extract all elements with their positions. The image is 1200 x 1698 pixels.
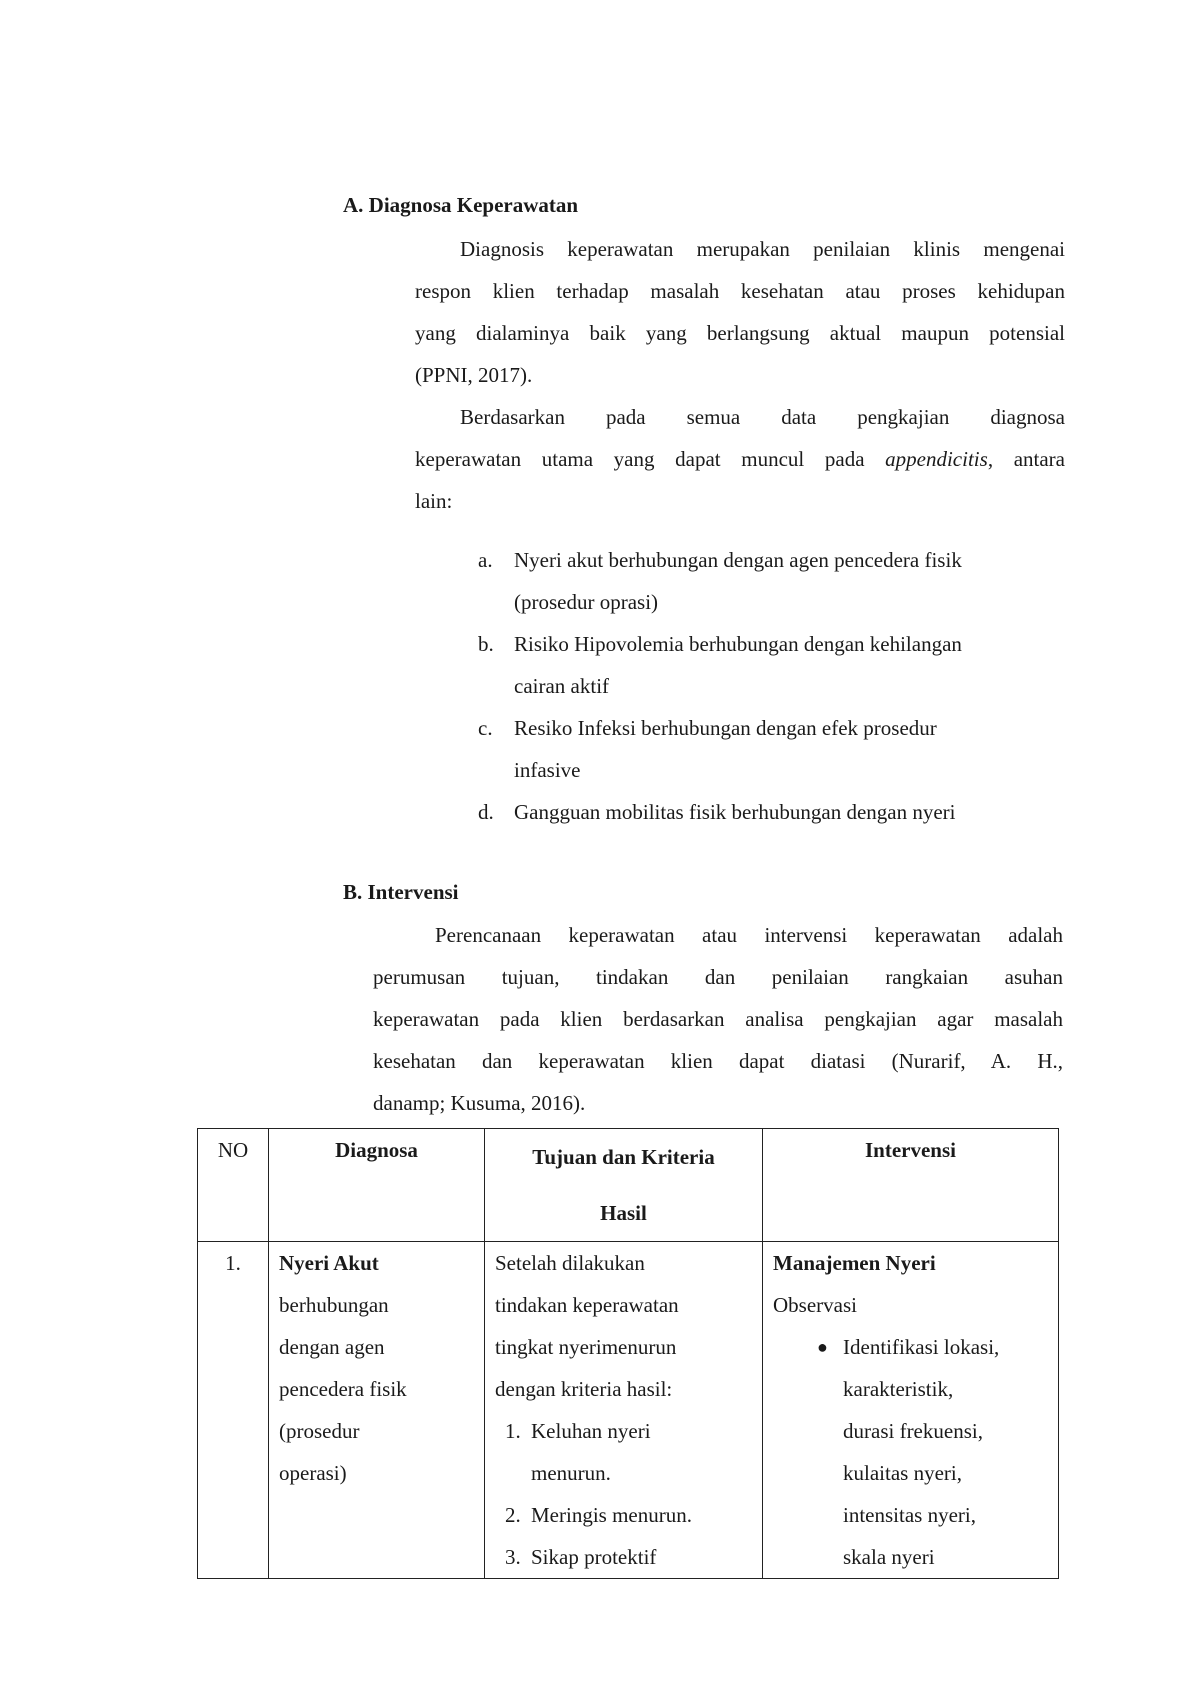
paragraph-line: danamp; Kusuma, 2016). <box>373 1091 586 1115</box>
section-a-heading: A. Diagnosa Keperawatan <box>343 193 579 217</box>
diagnosa-line: operasi) <box>279 1461 347 1485</box>
diagnosa-line: (prosedur <box>279 1419 360 1443</box>
kriteria-line: Sikap protektif <box>531 1545 657 1569</box>
paragraph-line: Perencanaan keperawatan atau intervensi keperawatan adalah <box>435 923 1063 947</box>
diagnosis-list <box>478 539 1058 833</box>
list-marker: b. <box>478 632 494 656</box>
kriteria-item <box>495 1536 752 1578</box>
list-marker: a. <box>478 548 493 572</box>
kriteria-number: 2. <box>505 1503 521 1527</box>
italic-term: appendicitis <box>885 447 988 471</box>
list-marker: d. <box>478 800 494 824</box>
cell-diagnosa <box>269 1242 485 1579</box>
tujuan-line: dengan kriteria hasil: <box>495 1377 673 1401</box>
kriteria-item <box>495 1494 752 1536</box>
paragraph-line: kesehatan dan keperawatan klien dapat diatasi (Nurarif, A. H., <box>373 1049 1063 1073</box>
cell-tujuan <box>485 1242 763 1579</box>
list-item-line: (prosedur oprasi) <box>514 590 659 614</box>
intervensi-line: intensitas nyeri, <box>843 1503 976 1527</box>
list-item <box>478 791 1058 833</box>
intervensi-title: Manajemen Nyeri <box>773 1251 936 1275</box>
list-item-line: cairan aktif <box>514 674 610 698</box>
section-a-paragraph-2 <box>415 396 1065 522</box>
section-b-heading: B. Intervensi <box>343 880 459 904</box>
header-diagnosa: Diagnosa <box>269 1129 485 1242</box>
paragraph-line: lain: <box>415 489 453 513</box>
bullet-icon: ● <box>817 1337 828 1357</box>
section-b-paragraph <box>373 914 1063 1124</box>
table-row <box>198 1242 1059 1579</box>
header-intervensi: Intervensi <box>763 1129 1059 1242</box>
list-item <box>478 707 1058 791</box>
diagnosa-line: berhubungan <box>279 1293 389 1317</box>
intervensi-bullet-item <box>773 1326 1048 1578</box>
tujuan-line: Setelah dilakukan <box>495 1251 645 1275</box>
list-marker: c. <box>478 716 493 740</box>
header-tujuan-line: Hasil <box>600 1201 647 1225</box>
section-a-paragraph-1 <box>415 228 1065 270</box>
paragraph-line-with-italic <box>415 438 1065 480</box>
tujuan-line: tingkat nyerimenurun <box>495 1335 677 1359</box>
list-item-line: infasive <box>514 758 581 782</box>
cell-no: 1. <box>198 1242 269 1579</box>
kriteria-number: 3. <box>505 1545 521 1569</box>
intervensi-line: Identifikasi lokasi, <box>843 1335 1000 1359</box>
list-item <box>478 623 1058 707</box>
kriteria-line: Meringis menurun. <box>531 1503 692 1527</box>
paragraph-line: Berdasarkan pada semua data pengkajian diagnosa <box>460 405 1065 429</box>
paragraph-line: (PPNI, 2017). <box>415 363 533 387</box>
table-header-row <box>198 1129 1059 1242</box>
text-run: keperawatan utama yang dapat muncul pada <box>415 447 886 471</box>
kriteria-number: 1. <box>505 1419 521 1443</box>
cell-intervensi <box>763 1242 1059 1579</box>
intervensi-line: kulaitas nyeri, <box>843 1461 962 1485</box>
list-item-line: Nyeri akut berhubungan dengan agen pencedera fisik <box>514 548 962 572</box>
diagnosa-title: Nyeri Akut <box>279 1251 379 1275</box>
intervensi-line: skala nyeri <box>843 1545 935 1569</box>
list-item-line: Risiko Hipovolemia berhubungan dengan kehilangan <box>514 632 962 656</box>
list-item <box>478 539 1058 623</box>
diagnosa-line: pencedera fisik <box>279 1377 407 1401</box>
kriteria-item <box>495 1410 752 1494</box>
paragraph-line: Diagnosis keperawatan merupakan penilaian klinis mengenai <box>460 237 1065 261</box>
kriteria-line: menurun. <box>531 1461 611 1485</box>
header-tujuan <box>485 1129 763 1242</box>
tujuan-line: tindakan keperawatan <box>495 1293 679 1317</box>
header-tujuan-line: Tujuan dan Kriteria <box>532 1145 715 1169</box>
list-item-line: Gangguan mobilitas fisik berhubungan dengan nyeri <box>514 800 956 824</box>
paragraph-line: yang dialaminya baik yang berlangsung aktual maupun potensial <box>415 321 1065 345</box>
intervensi-subheading: Observasi <box>773 1293 857 1317</box>
text-run: , antara <box>987 447 1065 471</box>
intervensi-line: karakteristik, <box>843 1377 954 1401</box>
intervensi-line: durasi frekuensi, <box>843 1419 983 1443</box>
paragraph-line: respon klien terhadap masalah kesehatan atau proses kehidupan <box>415 279 1065 303</box>
section-a-paragraph-1-cont <box>415 270 1065 396</box>
kriteria-line: Keluhan nyeri <box>531 1419 651 1443</box>
header-no: NO <box>198 1129 269 1242</box>
intervention-table <box>197 1128 1059 1579</box>
paragraph-line: keperawatan pada klien berdasarkan analisa pengkajian agar masalah <box>373 1007 1063 1031</box>
list-item-line: Resiko Infeksi berhubungan dengan efek prosedur <box>514 716 937 740</box>
diagnosa-line: dengan agen <box>279 1335 385 1359</box>
paragraph-line: perumusan tujuan, tindakan dan penilaian rangkaian asuhan <box>373 965 1063 989</box>
